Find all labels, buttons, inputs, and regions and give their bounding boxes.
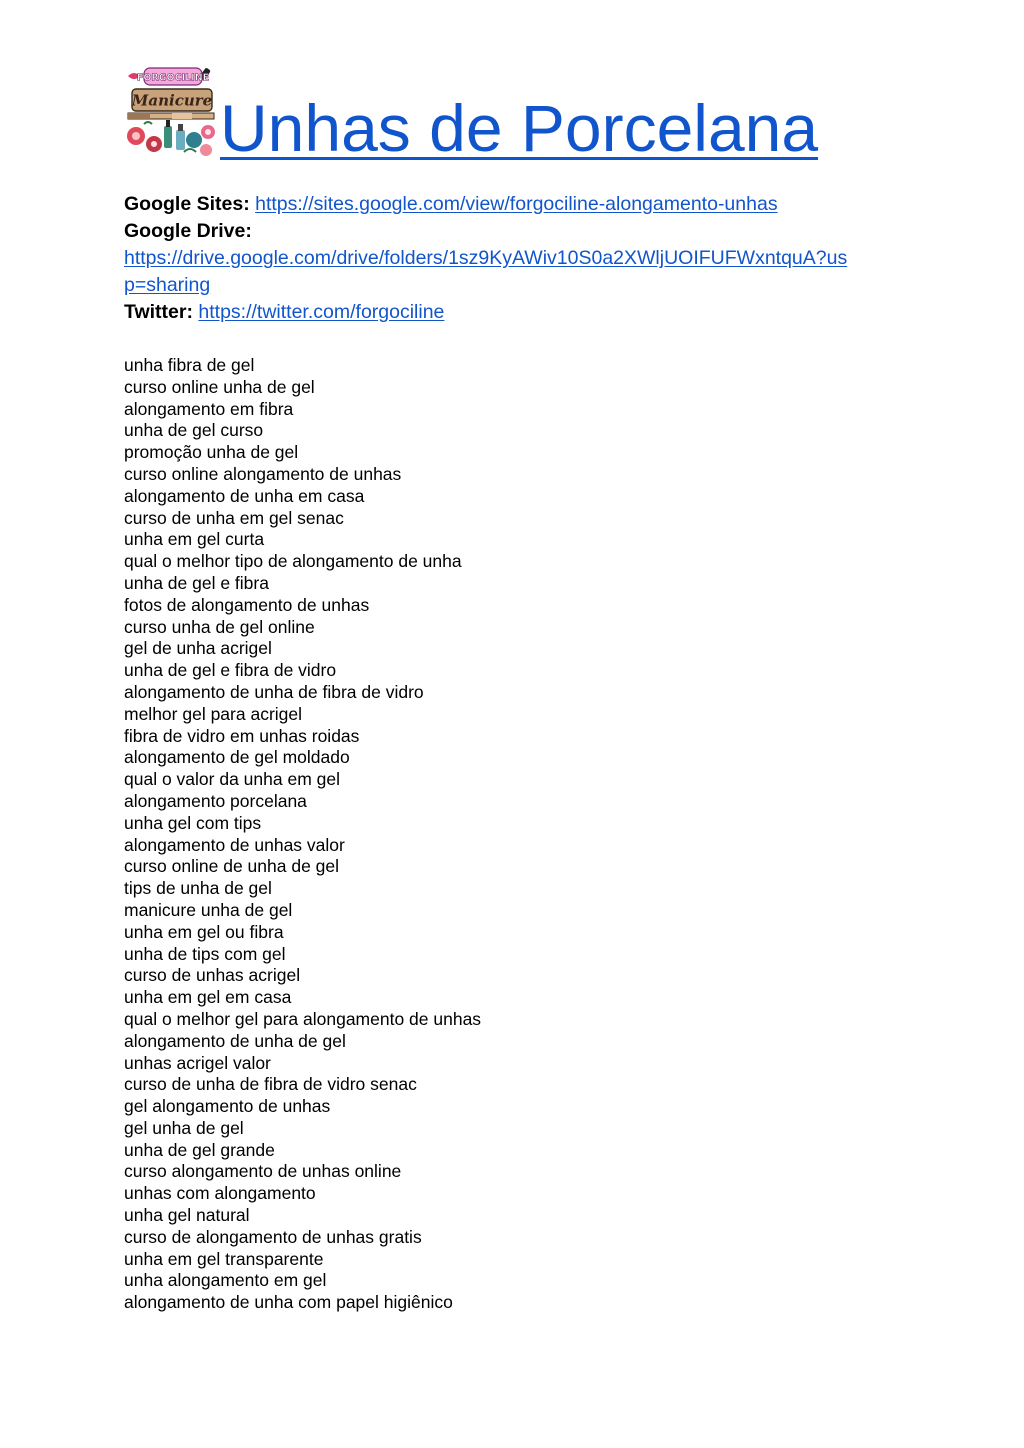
google-sites-line <box>124 191 904 218</box>
keyword-list <box>124 355 904 1314</box>
keyword-item: unha em gel transparente <box>124 1248 324 1269</box>
twitter-link[interactable]: https://twitter.com/forgociline <box>198 301 445 323</box>
google-drive-link-line-2 <box>124 272 904 299</box>
keyword-item: unha gel natural <box>124 1205 250 1226</box>
keyword-item: alongamento de unha com papel higiênico <box>124 1292 453 1313</box>
keyword-item: qual o melhor gel para alongamento de unhas <box>124 1008 482 1029</box>
keyword-item: fotos de alongamento de unhas <box>124 594 370 615</box>
keyword-item: alongamento de unha de gel <box>124 1030 346 1051</box>
google-drive-label-line <box>124 218 904 245</box>
keyword-item: unha de gel grande <box>124 1139 275 1160</box>
keyword-item: alongamento de gel moldado <box>124 747 350 768</box>
keyword-item: manicure unha de gel <box>124 899 293 920</box>
keyword-item: unha de tips com gel <box>124 943 286 964</box>
keyword-item: curso online unha de gel <box>124 376 315 397</box>
keyword-item: alongamento em fibra <box>124 398 294 419</box>
keyword-item: unha em gel em casa <box>124 987 292 1008</box>
keyword-item: unha gel com tips <box>124 812 262 833</box>
keyword-item: curso alongamento de unhas online <box>124 1161 402 1182</box>
twitter-line <box>124 299 904 326</box>
keyword-item: gel alongamento de unhas <box>124 1096 331 1117</box>
keyword-item: gel unha de gel <box>124 1117 244 1138</box>
page-title-link[interactable]: Unhas de Porcelana <box>220 91 819 165</box>
keyword-item: curso de unha em gel senac <box>124 507 344 528</box>
keyword-item: unha de gel e fibra <box>124 572 269 593</box>
google-sites-label: Google Sites: <box>124 193 250 215</box>
svg-text:Manicure: Manicure <box>131 91 213 110</box>
keyword-item: alongamento porcelana <box>124 790 307 811</box>
keyword-item: melhor gel para acrigel <box>124 703 303 724</box>
google-drive-link-line-1 <box>124 245 904 272</box>
keyword-item: fibra de vidro em unhas roidas <box>124 725 360 746</box>
google-drive-label: Google Drive: <box>124 220 252 242</box>
keyword-item: curso unha de gel online <box>124 616 315 637</box>
twitter-label: Twitter: <box>124 301 193 323</box>
keyword-item: unha em gel ou fibra <box>124 921 284 942</box>
keyword-item: curso de alongamento de unhas gratis <box>124 1226 422 1247</box>
svg-text:FORGOCILINE: FORGOCILINE <box>136 72 210 84</box>
links-section <box>124 191 904 326</box>
keyword-item: alongamento de unha de fibra de vidro <box>124 681 424 702</box>
keyword-item: promoção unha de gel <box>124 442 299 463</box>
keyword-item: unha em gel curta <box>124 529 265 550</box>
keyword-item: qual o melhor tipo de alongamento de unha <box>124 551 462 572</box>
keyword-item: curso de unha de fibra de vidro senac <box>124 1074 417 1095</box>
keyword-item: unhas com alongamento <box>124 1183 316 1204</box>
keyword-item: unhas acrigel valor <box>124 1052 271 1073</box>
keyword-item: curso online alongamento de unhas <box>124 463 402 484</box>
keyword-item: unha de gel curso <box>124 420 264 441</box>
keyword-item: alongamento de unhas valor <box>124 834 345 855</box>
keyword-item: curso online de unha de gel <box>124 856 340 877</box>
keyword-item: alongamento de unha em casa <box>124 485 365 506</box>
keyword-item: qual o valor da unha em gel <box>124 769 340 790</box>
manicure-logo-image <box>124 66 218 158</box>
keyword-item: curso de unhas acrigel <box>124 965 301 986</box>
keyword-item: unha alongamento em gel <box>124 1270 327 1291</box>
keyword-item: gel de unha acrigel <box>124 638 272 659</box>
keyword-item: tips de unha de gel <box>124 878 272 899</box>
google-drive-link-continued[interactable]: p=sharing <box>124 274 211 296</box>
keyword-item: unha de gel e fibra de vidro <box>124 660 337 681</box>
document-header <box>124 66 904 166</box>
keyword-item: unha fibra de gel <box>124 355 255 375</box>
google-drive-link[interactable]: https://drive.google.com/drive/folders/1sz9KyAWiv10S0a2XWljUOIFUFWxntquA?us <box>124 247 848 269</box>
google-sites-link[interactable]: https://sites.google.com/view/forgociline-alongamento-unhas <box>255 193 778 215</box>
